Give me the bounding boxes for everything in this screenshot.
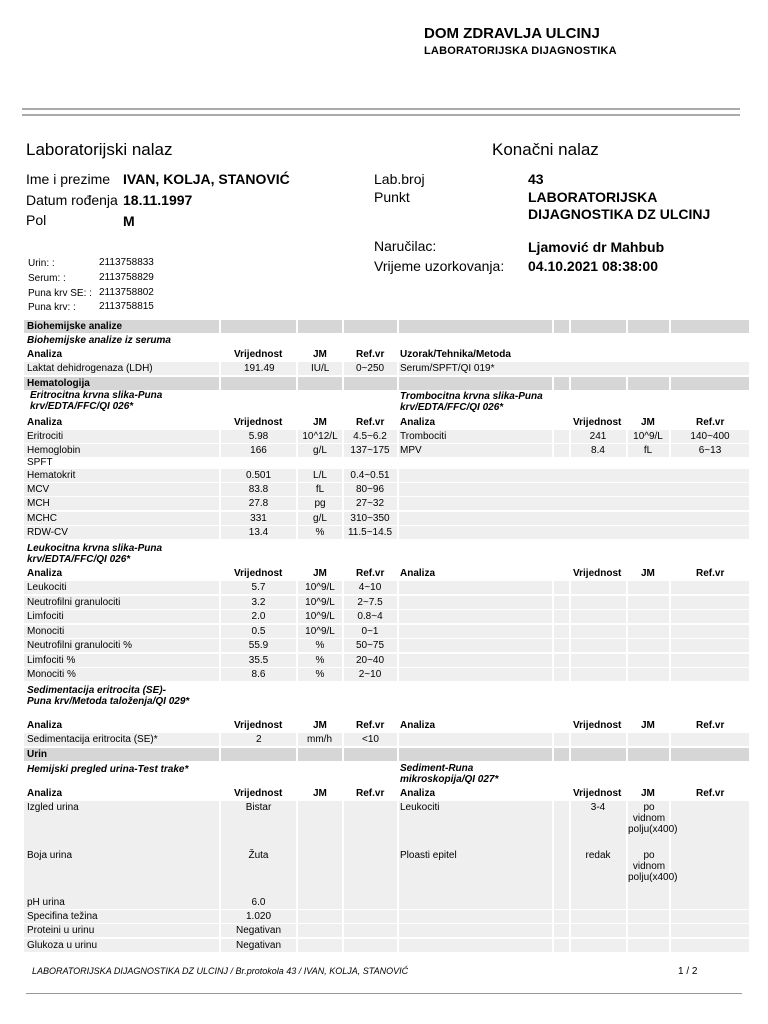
analyte-value: Bistar <box>245 802 272 813</box>
analyte-name: Trombociti <box>400 431 447 442</box>
patient-sex: M <box>123 213 135 229</box>
analyte-name: Sedimentacija eritrocita (SE)* <box>27 734 158 745</box>
analyte-unit: g/L <box>313 445 327 456</box>
analyte-value: 2 <box>256 734 262 745</box>
analyte-name: Boja urina <box>27 850 73 861</box>
analyte-name: Eritrociti <box>27 431 64 442</box>
analyte-value: 0.5 <box>251 625 266 637</box>
subsection-title: Leukocitna krvna slika-Puna krv/EDTA/FFC/QI 026* <box>27 543 163 565</box>
sample-id: 2113758833 <box>99 257 154 268</box>
col-jm: JM <box>313 720 327 731</box>
analyte-unit: 10^9/L <box>305 625 335 637</box>
analyte-value: 13.4 <box>248 527 269 538</box>
analyte-unit: L/L <box>313 470 327 481</box>
analyte-ref: 4.5~6.2 <box>353 431 387 442</box>
section-title: Urin <box>27 749 47 760</box>
analyte-name: Glukoza u urinu <box>27 940 98 951</box>
analyte-unit: fL <box>315 484 325 495</box>
analyte-name: MPV <box>400 445 422 456</box>
analyte-name: Hematokrit <box>27 470 76 481</box>
subsection-title: Eritrocitna krvna slika-Puna krv/EDTA/FFC/QI 026* <box>30 390 163 412</box>
analyte-unit: po vidnom polju(x400) <box>628 802 678 835</box>
analyte-ref: 50~75 <box>355 640 385 651</box>
analyte-value: Žuta <box>248 850 269 861</box>
subsection-title: Trombocitna krvna slika-Puna krv/EDTA/FFC/QI 026* <box>400 391 543 413</box>
analyte-name: Proteini u urinu <box>27 925 95 936</box>
analyte-name: Leukociti <box>27 582 67 593</box>
analyte-value: 3.2 <box>251 596 266 608</box>
org-name: DOM ZDRAVLJA ULCINJ <box>424 25 600 42</box>
analyte-unit: 10^9/L <box>305 596 335 608</box>
sample-time: 04.10.2021 08:38:00 <box>528 258 658 274</box>
patient-dob: 18.11.1997 <box>123 192 193 208</box>
analyte-unit: 10^9/L <box>305 611 335 622</box>
analyte-value: 241 <box>589 431 607 442</box>
analyte-ref: <10 <box>362 734 379 745</box>
col-refvr: Ref.vr <box>696 788 725 799</box>
col-analiza: Analiza <box>400 720 436 731</box>
analyte-ref: 0~1 <box>361 625 379 637</box>
col-analiza: Analiza <box>27 349 63 360</box>
name-label: Ime i prezime <box>26 171 111 187</box>
ordered-label: Naručilac: <box>374 238 437 254</box>
analyte-unit: g/L <box>313 513 327 524</box>
analyte-name: Laktat dehidrogenaza (LDH) <box>27 363 153 374</box>
analyte-value: 55.9 <box>248 640 269 651</box>
analyte-unit: 10^9/L <box>633 431 663 442</box>
col-vrijednost: Vrijednost <box>573 788 622 799</box>
table-row <box>24 896 749 909</box>
lab-number: 43 <box>528 171 544 187</box>
analyte-ref: 2~10 <box>358 669 382 680</box>
col-refvr: Ref.vr <box>696 568 725 579</box>
analyte-ref: 11.5~14.5 <box>347 527 393 538</box>
header-rule-top <box>22 108 740 110</box>
punkt-line2: DIJAGNOSTIKA DZ ULCINJ <box>528 206 711 222</box>
sex-label: Pol <box>26 212 47 228</box>
col-jm: JM <box>313 568 327 579</box>
subsection-title: Hemijski pregled urina-Test trake* <box>27 764 189 775</box>
col-analiza: Analiza <box>400 568 436 579</box>
analyte-unit: IU/L <box>311 363 330 374</box>
col-vrijednost: Vrijednost <box>234 788 283 799</box>
analyte-value: 8.4 <box>591 445 605 456</box>
analyte-unit: pg <box>314 498 326 509</box>
col-vrijednost: Vrijednost <box>234 417 283 428</box>
col-analiza: Analiza <box>27 788 63 799</box>
analyte-name: pH urina <box>27 897 65 908</box>
analyte-value: Negativan <box>235 925 282 936</box>
analyte-name: Monociti <box>27 625 65 637</box>
dob-label: Datum rođenja <box>26 192 118 208</box>
analyte-ref: 6~13 <box>698 445 722 456</box>
analyte-value: 5.98 <box>248 431 269 442</box>
footer-rule <box>26 993 742 994</box>
analyte-ref: 4~10 <box>358 582 382 593</box>
table-row <box>24 924 749 937</box>
analyte-ref: 80~96 <box>355 484 385 495</box>
col-jm: JM <box>313 788 327 799</box>
analyte-unit: po vidnom polju(x400) <box>628 850 678 883</box>
analyte-name: Neutrofilni granulociti % <box>27 640 133 651</box>
analyte-method: Serum/SPFT/QI 019* <box>400 363 495 374</box>
analyte-unit: 10^12/L <box>302 431 338 442</box>
analyte-name: Limfociti % <box>27 654 76 666</box>
col-vrijednost: Vrijednost <box>234 349 283 360</box>
subsection-title: Sediment-Runa mikroskopija/QI 027* <box>400 763 499 785</box>
sample-label: Puna krv SE: : <box>28 288 92 299</box>
analyte-value: 8.6 <box>251 669 266 680</box>
section-title: Hematologija <box>27 378 90 389</box>
punkt-label: Punkt <box>374 189 410 205</box>
col-uzorak: Uzorak/Tehnika/Metoda <box>400 349 511 360</box>
page-number: 1 / 2 <box>678 966 698 977</box>
analyte-value: Negativan <box>235 940 282 951</box>
analyte-ref: 140~400 <box>690 431 730 442</box>
analyte-name: RDW-CV <box>27 527 68 538</box>
analyte-unit: fL <box>643 445 653 456</box>
report-title: Laboratorijski nalaz <box>26 140 173 159</box>
col-vrijednost: Vrijednost <box>234 568 283 579</box>
footer-text: LABORATORIJSKA DIJAGNOSTIKA DZ ULCINJ / Br.protokola 43 / IVAN, KOLJA, STANOVIĆ <box>32 966 409 976</box>
patient-name: IVAN, KOLJA, STANOVIĆ <box>123 171 290 187</box>
analyte-value: 6.0 <box>251 897 266 908</box>
report-status: Konačni nalaz <box>492 140 599 159</box>
analyte-name: MCHC <box>27 513 57 524</box>
analyte-ref: 2~7.5 <box>357 596 383 608</box>
analyte-value: 166 <box>250 445 267 456</box>
analyte-unit: % <box>315 527 325 538</box>
analyte-ref: 20~40 <box>355 654 385 666</box>
analyte-name: Izgled urina <box>27 802 79 813</box>
section-title: Biohemijske analize <box>27 321 123 332</box>
section-band-urin <box>24 748 749 761</box>
analyte-value: 35.5 <box>248 654 269 666</box>
sample-label: Puna krv: : <box>28 302 76 313</box>
analyte-ref: 27~32 <box>355 498 385 509</box>
analyte-value: 331 <box>250 513 267 524</box>
analyte-name: Leukociti <box>400 802 440 813</box>
col-analiza: Analiza <box>27 417 63 428</box>
analyte-ref: 310~350 <box>350 513 390 524</box>
analyte-name: Hemoglobin <box>27 445 81 456</box>
sample-id: 2113758802 <box>99 287 154 298</box>
col-analiza: Analiza <box>400 417 436 428</box>
col-jm: JM <box>641 568 655 579</box>
analyte-name: Neutrofilni granulociti <box>27 596 121 608</box>
col-vrijednost: Vrijednost <box>573 720 622 731</box>
analyte-ref: 0.4~0.51 <box>350 470 390 481</box>
sample-id: 2113758829 <box>99 272 154 283</box>
col-refvr: Ref.vr <box>696 720 725 731</box>
col-jm: JM <box>641 788 655 799</box>
subsection-title: Sedimentacija eritrocita (SE)- Puna krv/Metoda taloženja/QI 029* <box>27 685 190 707</box>
analyte-value: 3-4 <box>590 802 606 813</box>
col-analiza: Analiza <box>400 788 436 799</box>
sample-id: 2113758815 <box>99 301 154 312</box>
table-row <box>24 939 749 952</box>
sample-label: Urin: : <box>28 258 55 269</box>
section-band-biohem <box>24 320 749 333</box>
sample-label: Serum: : <box>28 273 66 284</box>
analyte-value: 2.0 <box>251 611 266 622</box>
analyte-name: Limfociti <box>27 611 64 622</box>
analyte-name: MCV <box>27 484 50 495</box>
header-rule-bottom <box>22 114 740 116</box>
analyte-value: 191.49 <box>244 363 275 374</box>
analyte-unit: % <box>315 669 325 680</box>
analyte-value: 1.020 <box>245 911 272 922</box>
col-analiza: Analiza <box>27 568 63 579</box>
analyte-unit: 10^9/L <box>305 582 335 593</box>
analyte-ref: 0~250 <box>356 363 385 374</box>
col-vrijednost: Vrijednost <box>234 720 283 731</box>
analyte-value: 0.501 <box>245 470 272 481</box>
col-refvr: Ref.vr <box>356 720 385 731</box>
col-refvr: Ref.vr <box>356 417 385 428</box>
analyte-name: Ploasti epitel <box>400 850 457 861</box>
col-vrijednost: Vrijednost <box>573 417 622 428</box>
analyte-ref: 0.8~4 <box>357 611 383 622</box>
col-refvr: Ref.vr <box>356 568 385 579</box>
col-jm: JM <box>641 417 655 428</box>
analyte-value: redak <box>585 850 611 861</box>
analyte-value: 5.7 <box>251 582 266 593</box>
section-band-hema <box>24 377 749 390</box>
table-row <box>24 910 749 923</box>
analyte-value: 83.8 <box>248 484 269 495</box>
analyte-name: SPFT <box>27 457 53 468</box>
col-jm: JM <box>313 349 327 360</box>
analyte-name: Specifina težina <box>27 911 98 922</box>
punkt-line1: LABORATORIJSKA <box>528 189 658 205</box>
analyte-unit: % <box>315 654 325 666</box>
analyte-value: 27.8 <box>248 498 269 509</box>
dept-name: LABORATORIJSKA DIJAGNOSTIKA <box>424 45 617 57</box>
subsection-title: Biohemijske analize iz seruma <box>27 335 171 346</box>
col-refvr: Ref.vr <box>356 788 385 799</box>
analyte-name: Monociti % <box>27 669 76 680</box>
analyte-ref: 137~175 <box>350 445 390 456</box>
col-jm: JM <box>641 720 655 731</box>
col-analiza: Analiza <box>27 720 63 731</box>
analyte-name: MCH <box>27 498 50 509</box>
ordered-by: Ljamović dr Mahbub <box>528 239 665 255</box>
col-refvr: Ref.vr <box>696 417 725 428</box>
analyte-unit: mm/h <box>307 734 332 745</box>
col-refvr: Ref.vr <box>356 349 385 360</box>
sample-time-label: Vrijeme uzorkovanja: <box>374 258 505 274</box>
labno-label: Lab.broj <box>374 171 425 187</box>
analyte-unit: % <box>315 640 325 651</box>
col-vrijednost: Vrijednost <box>573 568 622 579</box>
col-jm: JM <box>313 417 327 428</box>
